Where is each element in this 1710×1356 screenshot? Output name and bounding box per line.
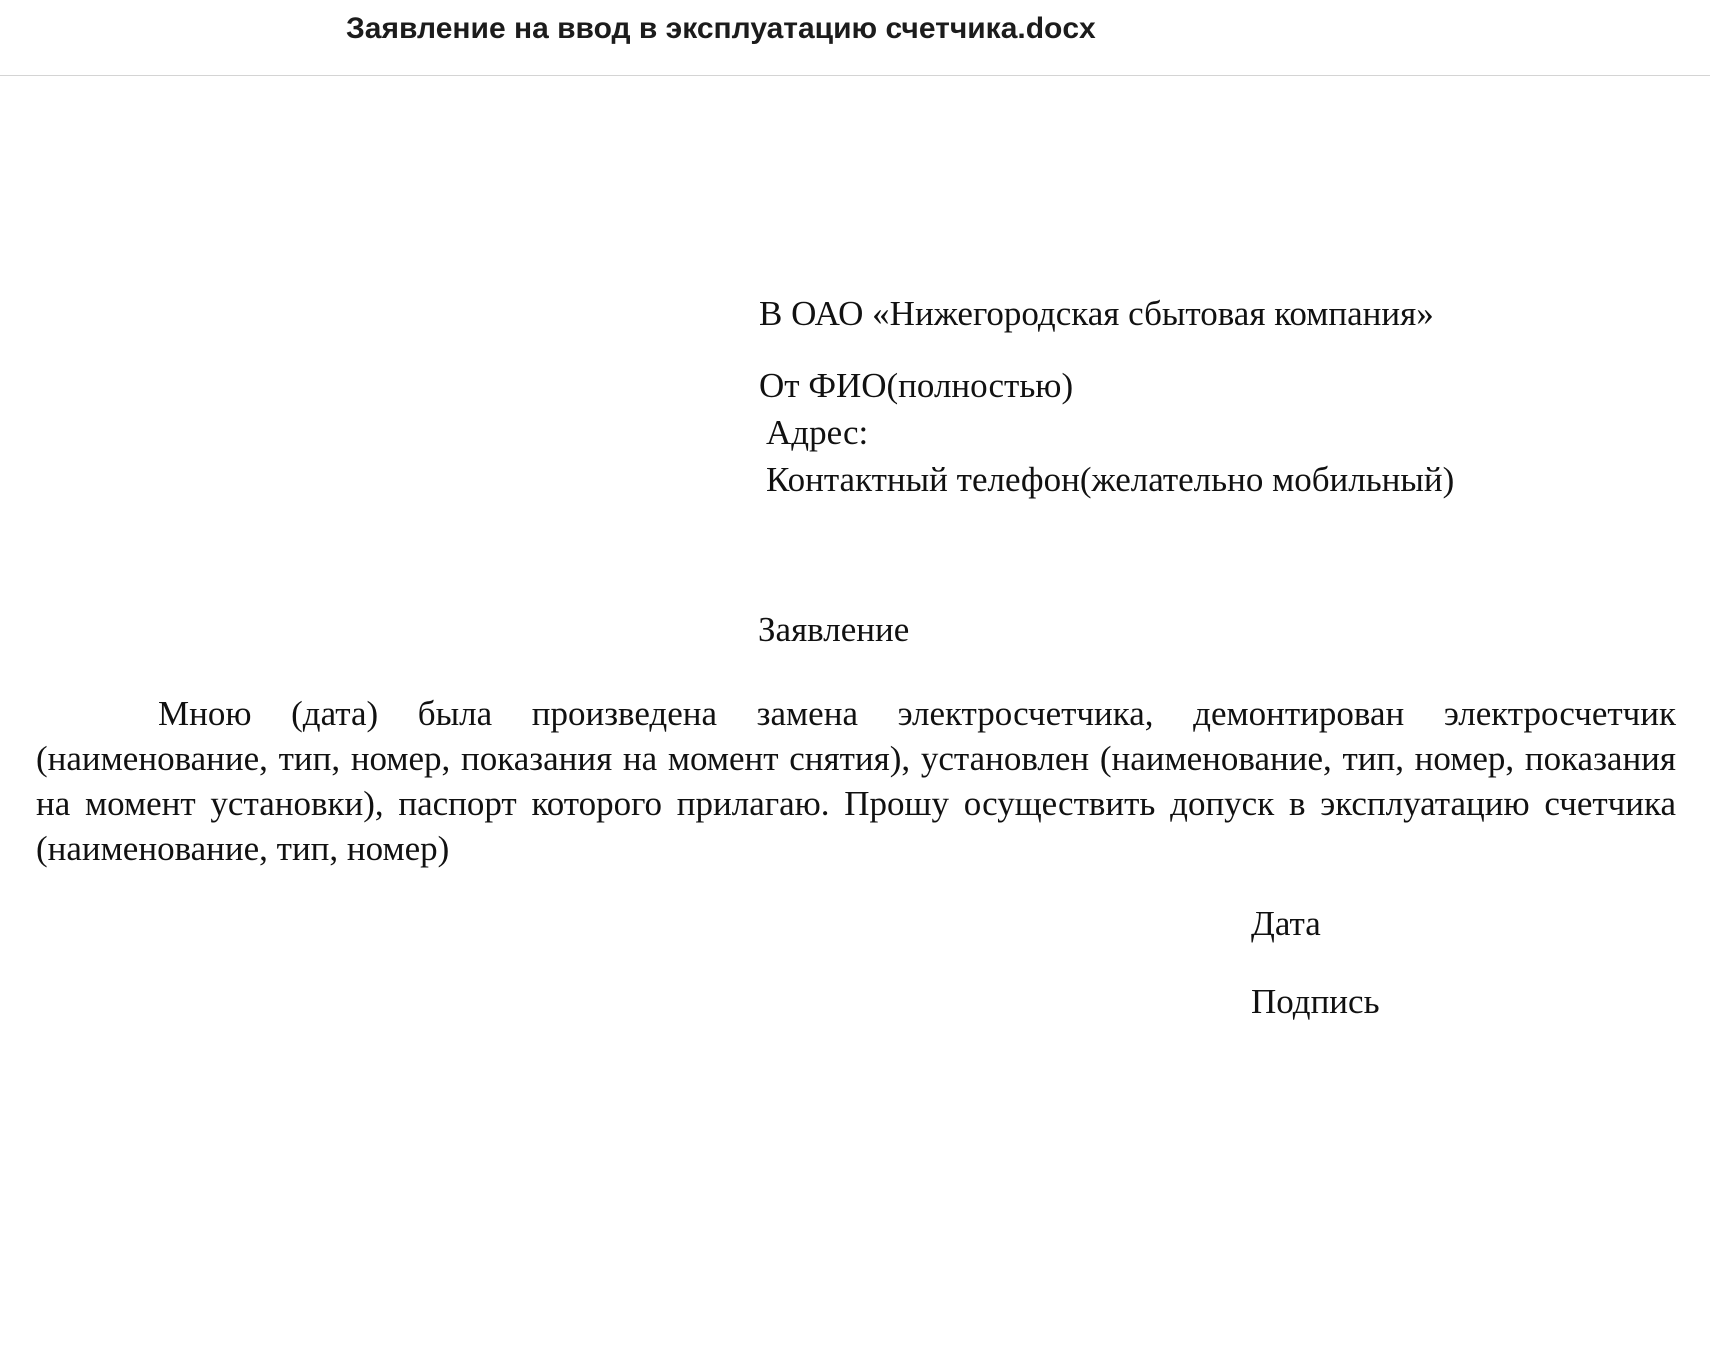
sender-name-line: От ФИО(полностью): [759, 366, 1074, 405]
phone-line: Контактный телефон(желательно мобильный): [766, 460, 1455, 499]
title-bar: [0, 0, 1710, 76]
application-body: Мною (дата) была произведена замена электросчетчика, демонтирован электросчетчик (наименование, тип, номер, показания на момент снятия), установлен (наименование, тип, номер, показания на момент установки), паспорт которого прилагаю. Прошу осуществить допуск в эксплуатацию счетчика (наименование, тип, номер): [36, 694, 1676, 868]
recipient-line: В ОАО «Нижегородская сбытовая компания»: [759, 294, 1434, 333]
document-heading: Заявление: [758, 610, 910, 649]
document-page: [0, 76, 1710, 1356]
address-line: Адрес:: [766, 413, 869, 452]
signature-label: Подпись: [1251, 982, 1380, 1021]
document-title: Заявление на ввод в эксплуатацию счетчика.docx: [346, 12, 1096, 45]
date-label: Дата: [1251, 904, 1321, 943]
